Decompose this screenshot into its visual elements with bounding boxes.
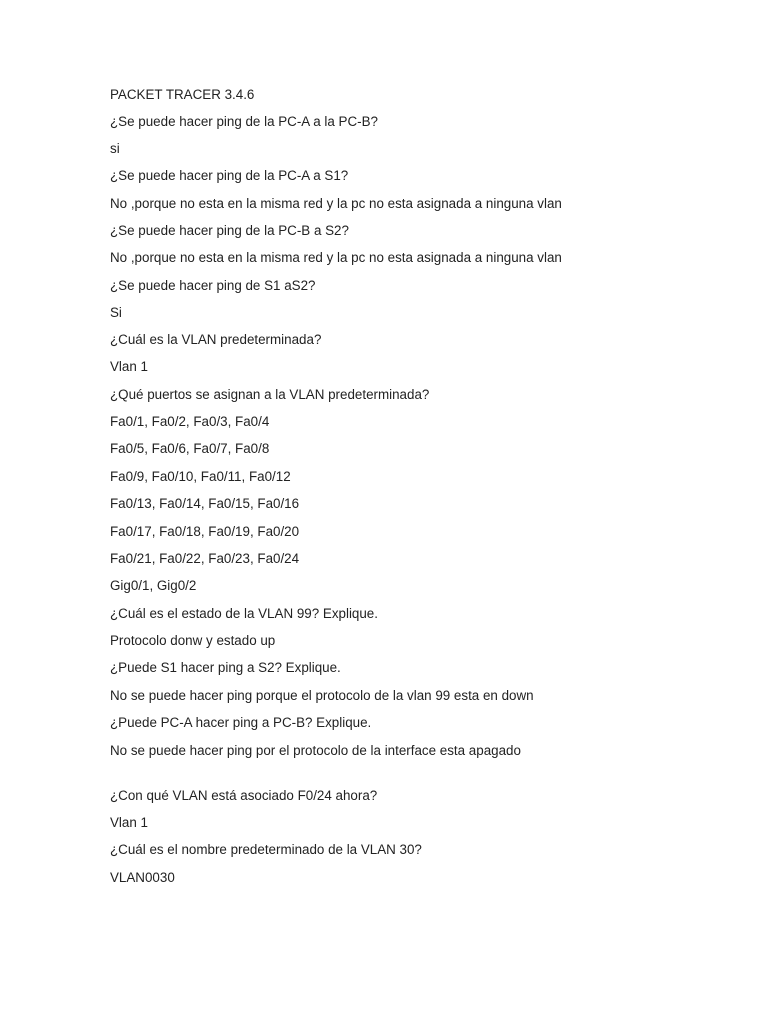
question-text: ¿Cuál es la VLAN predeterminada? [110, 332, 322, 347]
answer-text: No ,porque no esta en la misma red y la pc no esta asignada a ninguna vlan [110, 196, 562, 211]
answer-text: Vlan 1 [110, 359, 148, 374]
question-text: ¿Cuál es el nombre predeterminado de la VLAN 30? [110, 842, 422, 857]
question-text: ¿Se puede hacer ping de la PC-A a la PC-B? [110, 114, 378, 129]
port-list-line: Fa0/1, Fa0/2, Fa0/3, Fa0/4 [110, 414, 270, 429]
question-text: ¿Se puede hacer ping de la PC-A a S1? [110, 168, 349, 183]
question-text: ¿Cuál es el estado de la VLAN 99? Explique. [110, 606, 378, 621]
question-text: ¿Se puede hacer ping de S1 aS2? [110, 278, 316, 293]
answer-text: No se puede hacer ping por el protocolo de la interface esta apagado [110, 743, 521, 758]
answer-text: Protocolo donw y estado up [110, 633, 276, 648]
question-text: ¿Qué puertos se asignan a la VLAN predeterminada? [110, 387, 430, 402]
question-text: ¿Puede S1 hacer ping a S2? Explique. [110, 660, 341, 675]
port-list-line: Fa0/21, Fa0/22, Fa0/23, Fa0/24 [110, 551, 300, 566]
answer-text: VLAN0030 [110, 870, 175, 885]
question-text: ¿Se puede hacer ping de la PC-B a S2? [110, 223, 349, 238]
port-list-line: Gig0/1, Gig0/2 [110, 578, 197, 593]
answer-text: No se puede hacer ping porque el protocolo de la vlan 99 esta en down [110, 688, 534, 703]
question-text: ¿Con qué VLAN está asociado F0/24 ahora? [110, 788, 378, 803]
answer-text: Vlan 1 [110, 815, 148, 830]
port-list-line: Fa0/13, Fa0/14, Fa0/15, Fa0/16 [110, 496, 300, 511]
answer-text: No ,porque no esta en la misma red y la pc no esta asignada a ninguna vlan [110, 250, 562, 265]
port-list-line: Fa0/17, Fa0/18, Fa0/19, Fa0/20 [110, 524, 300, 539]
document-title: PACKET TRACER 3.4.6 [110, 87, 255, 102]
answer-text: si [110, 141, 120, 156]
answer-text: Si [110, 305, 122, 320]
question-text: ¿Puede PC-A hacer ping a PC-B? Explique. [110, 715, 372, 730]
port-list-line: Fa0/5, Fa0/6, Fa0/7, Fa0/8 [110, 441, 270, 456]
port-list-line: Fa0/9, Fa0/10, Fa0/11, Fa0/12 [110, 469, 291, 484]
